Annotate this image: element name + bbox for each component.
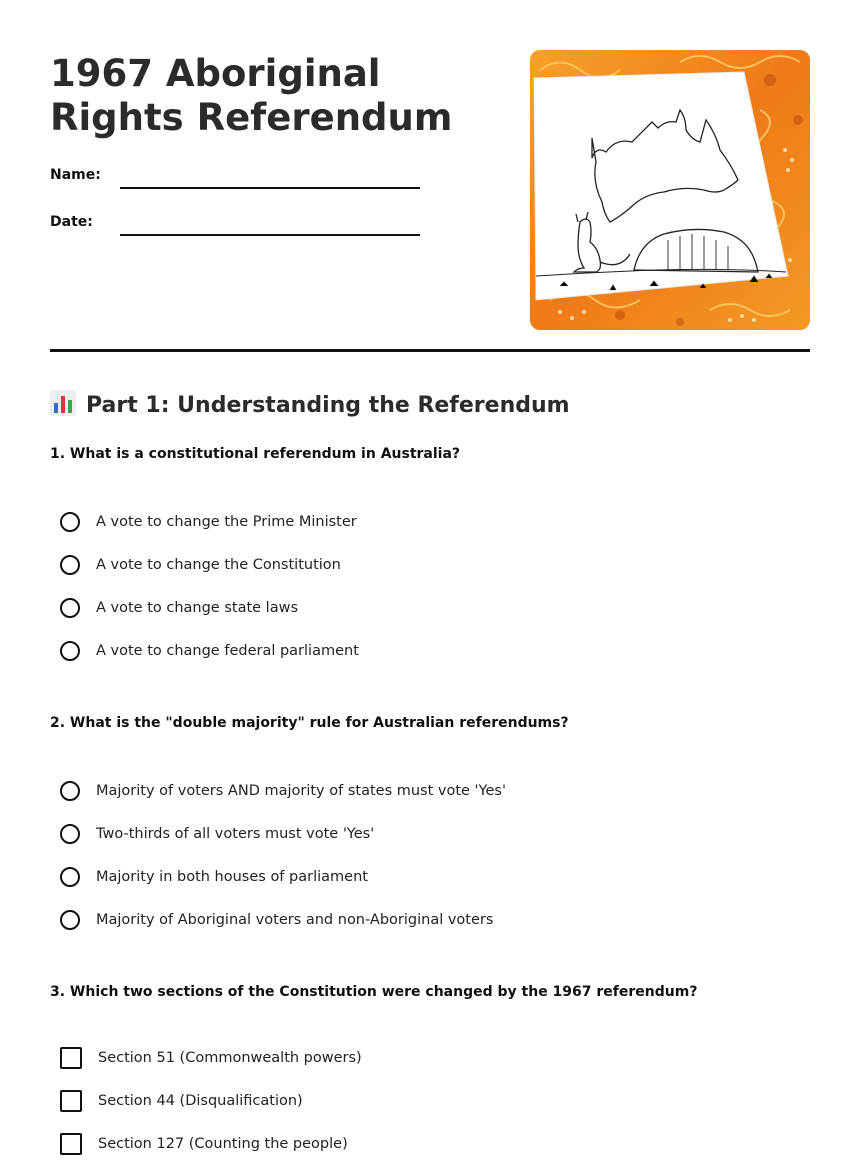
radio-button[interactable] bbox=[60, 824, 80, 844]
question-3 bbox=[50, 982, 810, 1152]
option-label: Section 51 (Commonwealth powers) bbox=[98, 1049, 362, 1066]
radio-button[interactable] bbox=[60, 867, 80, 887]
radio-button[interactable] bbox=[60, 910, 80, 930]
radio-option[interactable] bbox=[60, 769, 506, 812]
date-label: Date: bbox=[50, 214, 93, 230]
name-label: Name: bbox=[50, 167, 101, 183]
checkbox-option[interactable] bbox=[60, 1122, 362, 1165]
radio-button[interactable] bbox=[60, 598, 80, 618]
checkbox[interactable] bbox=[60, 1047, 82, 1069]
radio-option[interactable] bbox=[60, 898, 506, 941]
radio-option[interactable] bbox=[60, 812, 506, 855]
date-field[interactable] bbox=[50, 214, 420, 244]
checkbox[interactable] bbox=[60, 1133, 82, 1155]
part1-title: Part 1: Understanding the Referendum bbox=[86, 392, 570, 418]
question-1-options bbox=[60, 500, 359, 672]
question-3-text: 3. Which two sections of the Constitution were changed by the 1967 referendum? bbox=[50, 984, 698, 1000]
question-2-options bbox=[60, 769, 506, 941]
radio-option[interactable] bbox=[60, 629, 359, 672]
name-field[interactable] bbox=[50, 167, 420, 197]
option-label: Majority of voters AND majority of states must vote 'Yes' bbox=[96, 782, 506, 799]
option-label: A vote to change federal parliament bbox=[96, 642, 359, 659]
option-label: A vote to change the Prime Minister bbox=[96, 513, 357, 530]
bar-chart-icon bbox=[50, 390, 76, 421]
question-1 bbox=[50, 444, 810, 659]
question-3-options bbox=[60, 1036, 362, 1165]
radio-button[interactable] bbox=[60, 641, 80, 661]
radio-button[interactable] bbox=[60, 512, 80, 532]
name-input-line[interactable] bbox=[120, 187, 420, 189]
question-1-text: 1. What is a constitutional referendum in Australia? bbox=[50, 446, 461, 462]
radio-button[interactable] bbox=[60, 555, 80, 575]
radio-option[interactable] bbox=[60, 586, 359, 629]
radio-option[interactable] bbox=[60, 855, 506, 898]
checkbox-option[interactable] bbox=[60, 1079, 362, 1122]
part1-heading bbox=[50, 390, 570, 420]
header-divider bbox=[50, 349, 810, 352]
radio-button[interactable] bbox=[60, 781, 80, 801]
option-label: Majority in both houses of parliament bbox=[96, 868, 368, 885]
date-input-line[interactable] bbox=[120, 234, 420, 236]
question-2-text: 2. What is the "double majority" rule for Australian referendums? bbox=[50, 715, 569, 731]
question-2 bbox=[50, 713, 810, 928]
checkbox-option[interactable] bbox=[60, 1036, 362, 1079]
option-label: Section 127 (Counting the people) bbox=[98, 1135, 348, 1152]
option-label: A vote to change the Constitution bbox=[96, 556, 341, 573]
radio-option[interactable] bbox=[60, 543, 359, 586]
checkbox[interactable] bbox=[60, 1090, 82, 1112]
australia-uluru-kangaroo-illustration bbox=[530, 50, 810, 330]
option-label: A vote to change state laws bbox=[96, 599, 299, 616]
option-label: Section 44 (Disqualification) bbox=[98, 1092, 303, 1109]
worksheet-header bbox=[50, 0, 810, 418]
option-label: Majority of Aboriginal voters and non-Aboriginal voters bbox=[96, 911, 494, 928]
radio-option[interactable] bbox=[60, 500, 359, 543]
worksheet-page bbox=[50, 0, 810, 1152]
worksheet-title: 1967 Aboriginal Rights Referendum bbox=[50, 52, 453, 139]
option-label: Two-thirds of all voters must vote 'Yes' bbox=[96, 825, 375, 842]
